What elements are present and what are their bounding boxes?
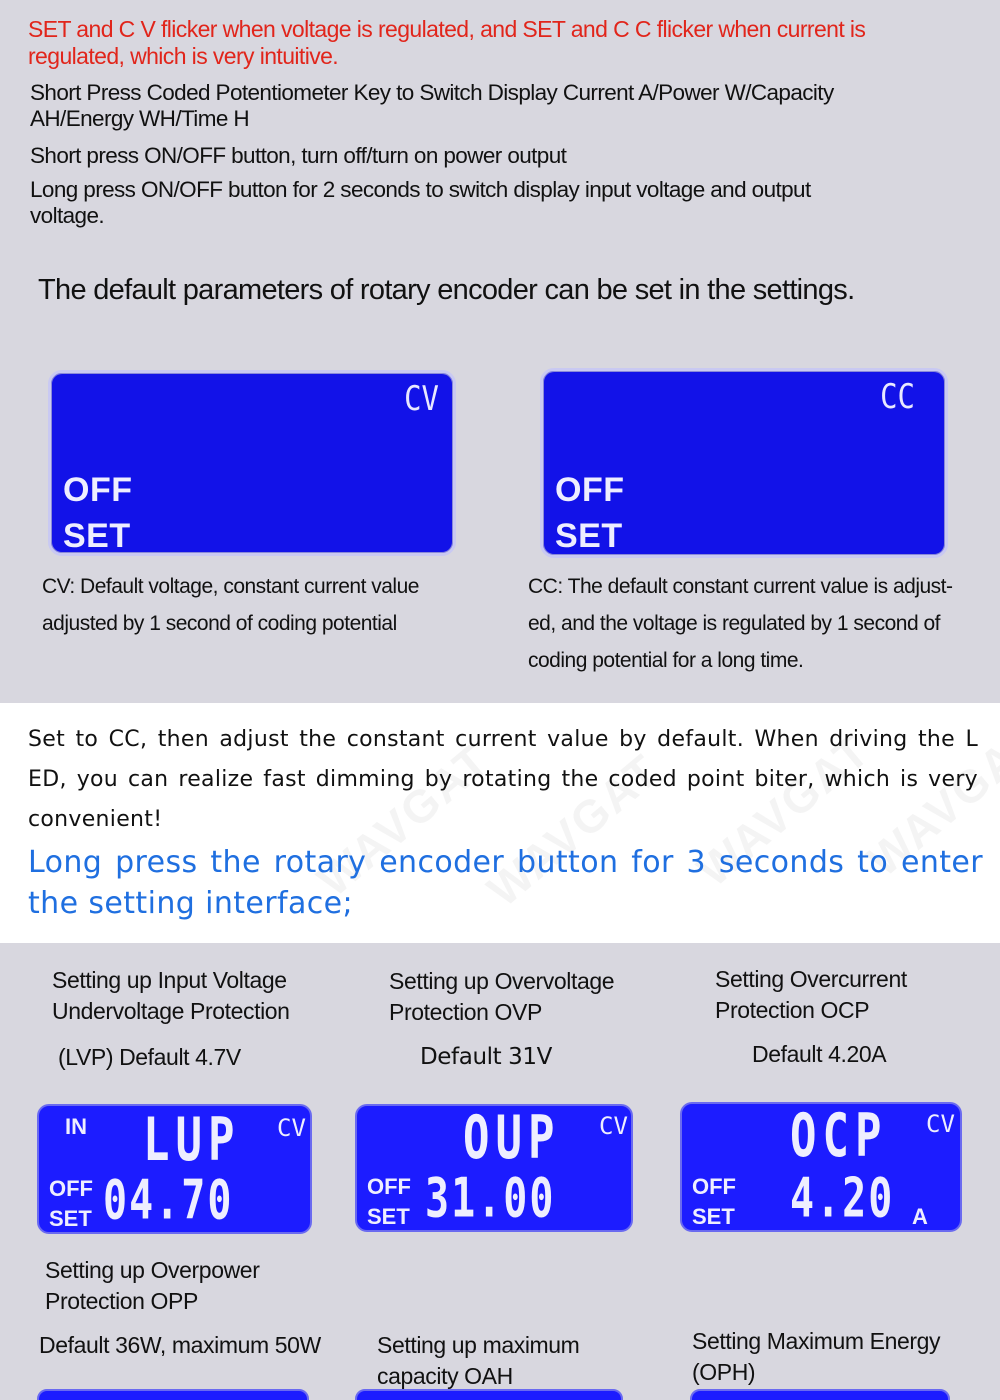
- ocp-code: OCP: [790, 1102, 888, 1171]
- ampere-unit: A: [912, 1204, 928, 1229]
- ocp-default: Default 4.20A: [752, 1041, 887, 1067]
- cv-indicator: CV: [926, 1110, 955, 1138]
- lvp-default: (LVP) Default 4.7V: [58, 1044, 241, 1070]
- cc-indicator: CC: [880, 377, 915, 417]
- lcd-display-oph: [690, 1389, 950, 1400]
- ovp-value: 31.00: [425, 1168, 556, 1231]
- set-indicator: SET: [367, 1204, 410, 1229]
- opp-title: Setting up Overpower Protection OPP: [45, 1257, 260, 1314]
- ocp-title: Setting Overcurrent Protection OCP: [715, 966, 907, 1023]
- lvp-value: 04.70: [103, 1170, 234, 1233]
- oph-title: Setting Maximum Energy (OPH): [692, 1328, 941, 1385]
- set-indicator: SET: [555, 517, 623, 555]
- ovp-code: OUP: [463, 1104, 561, 1173]
- cv-indicator: CV: [599, 1112, 628, 1140]
- in-indicator: IN: [65, 1114, 87, 1139]
- long-press-encoder-text: Long press the rotary encoder button for 3 seconds to enter the setting interface;: [28, 845, 983, 921]
- ovp-default: Default 31V: [420, 1044, 552, 1070]
- lcd-display-opp: [37, 1389, 309, 1400]
- lvp-code: LUP: [143, 1106, 241, 1175]
- encoder-settings-heading: The default parameters of rotary encoder can be set in the settings.: [38, 274, 855, 306]
- ovp-title: Setting up Overvoltage Protection OVP: [389, 968, 615, 1025]
- set-indicator: SET: [692, 1204, 735, 1229]
- instruction-short-press-encoder: Short Press Coded Potentiometer Key to Switch Display Current A/Power W/Capacity AH/Energy WH/Time H: [30, 80, 834, 131]
- instruction-long-press-onoff: Long press ON/OFF button for 2 seconds to switch display input voltage and output voltage.: [30, 177, 811, 228]
- off-indicator: OFF: [367, 1174, 411, 1199]
- cc-caption: CC: The default constant current value is adjust-ed, and the voltage is regulated by 1 second of coding potential for a long time.: [528, 575, 953, 672]
- flicker-note: SET and C V flicker when voltage is regulated, and SET and C C flicker when current is regulated, which is very intuitive.: [28, 16, 866, 69]
- off-indicator: OFF: [49, 1176, 93, 1201]
- lcd-display-cv: [48, 370, 456, 556]
- off-indicator: OFF: [63, 471, 133, 509]
- lcd-display-ocp: [680, 1102, 962, 1232]
- off-indicator: OFF: [692, 1174, 736, 1199]
- set-indicator: SET: [63, 517, 131, 555]
- cv-indicator: CV: [404, 379, 439, 419]
- ocp-value: 4.20: [790, 1168, 895, 1231]
- lvp-title: Setting up Input Voltage Undervoltage Protection: [52, 967, 290, 1024]
- set-indicator: SET: [49, 1206, 92, 1231]
- lcd-display-cc: [540, 368, 948, 558]
- cv-indicator: CV: [277, 1114, 306, 1142]
- oah-title: Setting up maximum capacity OAH: [377, 1332, 580, 1389]
- cc-usage-text: Set to CC, then adjust the constant current value by default. When driving the L ED, you can realize fast dimming by rotating the coded point biter, which is very convenient!: [28, 727, 978, 832]
- instruction-short-press-onoff: Short press ON/OFF button, turn off/turn on power output: [30, 143, 567, 168]
- opp-default: Default 36W, maximum 50W: [39, 1332, 321, 1358]
- lcd-display-lvp: [37, 1104, 312, 1234]
- off-indicator: OFF: [555, 471, 625, 509]
- cv-caption: CV: Default voltage, constant current value adjusted by 1 second of coding potential: [42, 575, 419, 635]
- lcd-display-ovp: [355, 1104, 633, 1232]
- lcd-display-oah: [355, 1389, 623, 1400]
